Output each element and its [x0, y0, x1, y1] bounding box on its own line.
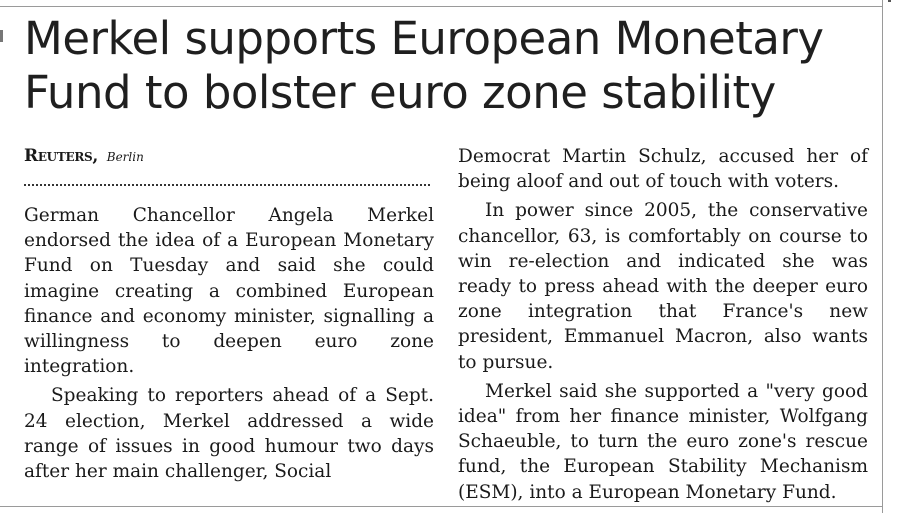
article-column-right	[458, 144, 868, 505]
top-border-rule	[0, 6, 882, 7]
paragraph: Democrat Martin Schulz, accused her of being aloof and out of touch with voters.	[458, 146, 868, 193]
right-border-rule	[882, 0, 883, 513]
paragraph: In power since 2005, the conservative chancellor, 63, is comfortably on course to win re-election and indicated she was ready to press ahead with the deeper euro zone integration that France's new president, Emmanuel Macron, also wants to pursue.	[458, 200, 868, 373]
bottom-border-rule	[0, 506, 882, 507]
paragraph: Speaking to reporters ahead of a Sept. 24 election, Merkel addressed a wide range of issues in good humour two days after her main challenger, Social	[24, 385, 434, 483]
article-headline: Merkel supports European Monetary Fund to bolster euro zone stability	[24, 12, 824, 119]
byline-dateline: Berlin	[106, 150, 144, 164]
dotted-divider	[24, 184, 430, 186]
paragraph: Merkel said she supported a "very good idea" from her finance minister, Wolfgang Schaeuble, to turn the euro zone's rescue fund, the European Stability Mechanism (ESM), into a European Monetary Fund.	[458, 380, 868, 503]
byline-agency: Reuters,	[24, 146, 98, 166]
article-column-left	[24, 203, 434, 484]
byline	[24, 146, 144, 167]
corner-mark	[888, 0, 891, 2]
paragraph: German Chancellor Angela Merkel endorsed the idea of a European Monetary Fund on Tuesday and said she could imagine creating a combined European finance and economy minister, signalling a willingness to deepen euro zone integration.	[24, 205, 434, 378]
edge-mark	[0, 30, 3, 42]
